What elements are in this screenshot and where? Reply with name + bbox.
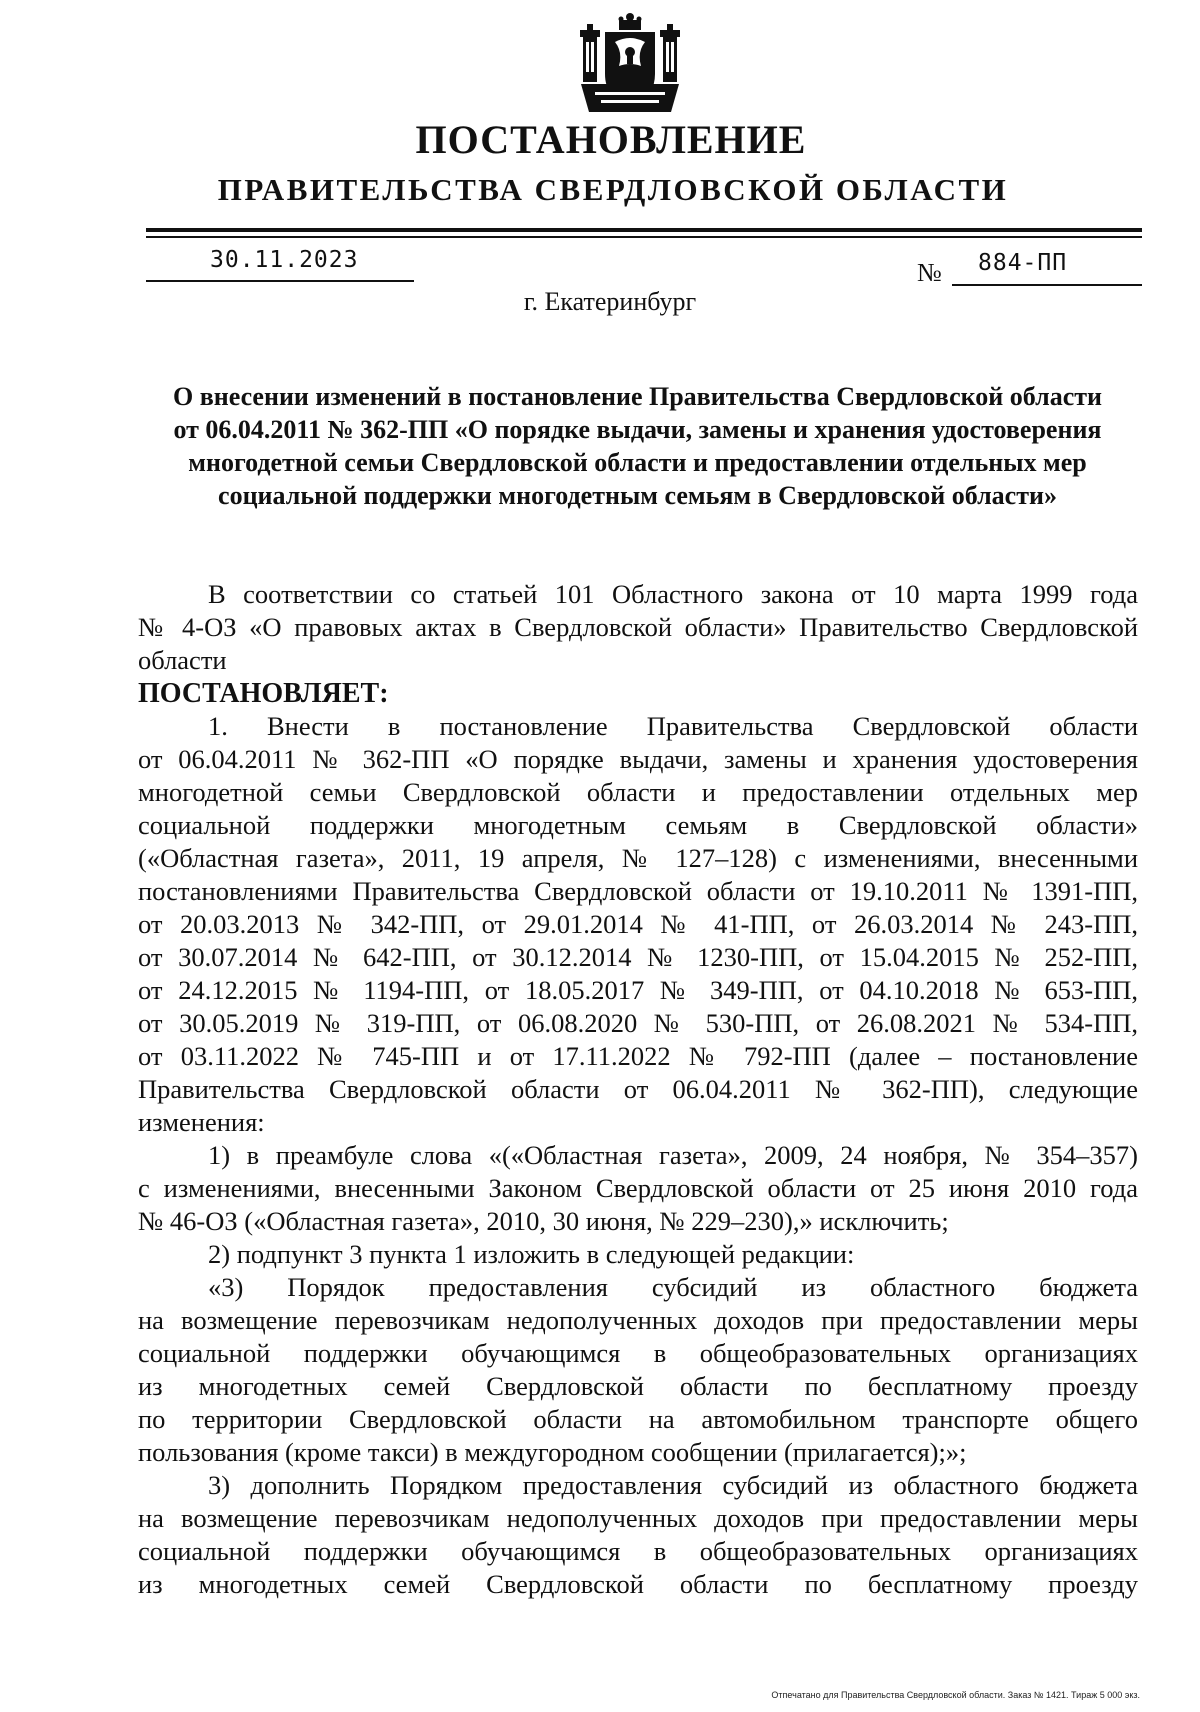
quote-line: по территории Свердловской области на автомобильном транспорте общего <box>138 1404 1138 1434</box>
subitem-line: с изменениями, внесенными Законом Свердловской области от 25 июня 2010 года <box>138 1173 1138 1203</box>
header-rule-thick <box>146 228 1142 232</box>
item-1 <box>138 710 1138 1601</box>
title-line: от 06.04.2011 № 362-ПП «О порядке выдачи, замены и хранения удостоверения <box>173 415 1102 444</box>
subitem-line: 1) в преамбуле слова «(«Областная газета», 2009, 24 ноября, № 354–357) <box>208 1140 1138 1170</box>
header-rule-thin <box>146 236 1142 238</box>
item-line: социальной поддержки многодетным семьям в Свердловской области» <box>138 810 1138 840</box>
item-line: от 03.11.2022 № 745-ПП и от 17.11.2022 № 792-ПП (далее – постановление <box>138 1041 1138 1071</box>
subitem-line: № 46-ОЗ («Областная газета», 2010, 30 июня, № 229–230),» исключить; <box>138 1206 949 1236</box>
document-date: 30.11.2023 <box>210 247 359 273</box>
item-line: от 20.03.2013 № 342-ПП, от 29.01.2014 № 41-ПП, от 26.03.2014 № 243-ПП, <box>138 909 1138 939</box>
item-line: от 30.07.2014 № 642-ПП, от 30.12.2014 № 1230-ПП, от 15.04.2015 № 252-ПП, <box>138 942 1138 972</box>
subitem-line: 3) дополнить Порядком предоставления субсидий из областного бюджета <box>208 1470 1138 1500</box>
subitem-line: на возмещение перевозчикам недополученных доходов при предоставлении меры <box>138 1503 1138 1533</box>
item-line: от 06.04.2011 № 362-ПП «О порядке выдачи, замены и хранения удостоверения <box>138 744 1138 774</box>
preamble-line: области <box>138 645 227 675</box>
quote-line: пользования (кроме такси) в междугородном сообщении (прилагается);»; <box>138 1437 967 1467</box>
document-type-heading: ПОСТАНОВЛЕНИЕ <box>415 117 807 162</box>
number-sign: № <box>917 258 942 287</box>
title-line: многодетной семьи Свердловской области и предоставлении отдельных мер <box>188 448 1087 477</box>
item-line: многодетной семьи Свердловской области и предоставлении отдельных мер <box>138 777 1138 807</box>
issuer-heading: ПРАВИТЕЛЬСТВА СВЕРДЛОВСКОЙ ОБЛАСТИ <box>217 172 1009 207</box>
resolves-text: ПОСТАНОВЛЯЕТ: <box>138 678 389 709</box>
city: г. Екатеринбург <box>523 287 697 316</box>
preamble-line: № 4-ОЗ «О правовых актах в Свердловской области» Правительство Свердловской <box>138 612 1138 642</box>
quote-line: на возмещение перевозчикам недополученных доходов при предоставлении меры <box>138 1305 1138 1335</box>
title-line: О внесении изменений в постановление Правительства Свердловской области <box>172 382 1103 411</box>
item-line: Правительства Свердловской области от 06.04.2011 № 362-ПП), следующие <box>138 1074 1138 1104</box>
preamble <box>138 578 1138 677</box>
resolves-heading <box>138 677 1138 710</box>
title-line: социальной поддержки многодетным семьям в Свердловской области» <box>218 481 1057 510</box>
date-underline <box>146 280 414 282</box>
quote-line: «3) Порядок предоставления субсидий из областного бюджета <box>208 1272 1138 1302</box>
item-line: постановлениями Правительства Свердловской области от 19.10.2011 № 1391-ПП, <box>138 876 1138 906</box>
document-number: 884-ПП <box>978 250 1068 276</box>
coat-of-arms-icon <box>575 12 685 116</box>
item-line: от 30.05.2019 № 319-ПП, от 06.08.2020 № 530-ПП, от 26.08.2021 № 534-ПП, <box>138 1008 1138 1038</box>
subitem-line: 2) подпункт 3 пункта 1 изложить в следующей редакции: <box>208 1239 855 1269</box>
item-line: 1. Внести в постановление Правительства Свердловской области <box>208 711 1138 741</box>
subitem-line: социальной поддержки обучающимся в общеобразовательных организациях <box>138 1536 1138 1566</box>
document-title <box>130 380 1145 512</box>
item-line: («Областная газета», 2011, 19 апреля, № 127–128) с изменениями, внесенными <box>138 843 1138 873</box>
item-line: изменения: <box>138 1107 265 1137</box>
preamble-line: В соответствии со статьей 101 Областного закона от 10 марта 1999 года <box>208 579 1138 609</box>
quote-line: из многодетных семей Свердловской области по бесплатному проезду <box>138 1371 1138 1401</box>
item-line: от 24.12.2015 № 1194-ПП, от 18.05.2017 № 349-ПП, от 04.10.2018 № 653-ПП, <box>138 975 1138 1005</box>
print-footer: Отпечатано для Правительства Свердловской области. Заказ № 1421. Тираж 5 000 экз. <box>771 1690 1140 1700</box>
quote-line: социальной поддержки обучающимся в общеобразовательных организациях <box>138 1338 1138 1368</box>
subitem-line: из многодетных семей Свердловской области по бесплатному проезду <box>138 1569 1138 1599</box>
